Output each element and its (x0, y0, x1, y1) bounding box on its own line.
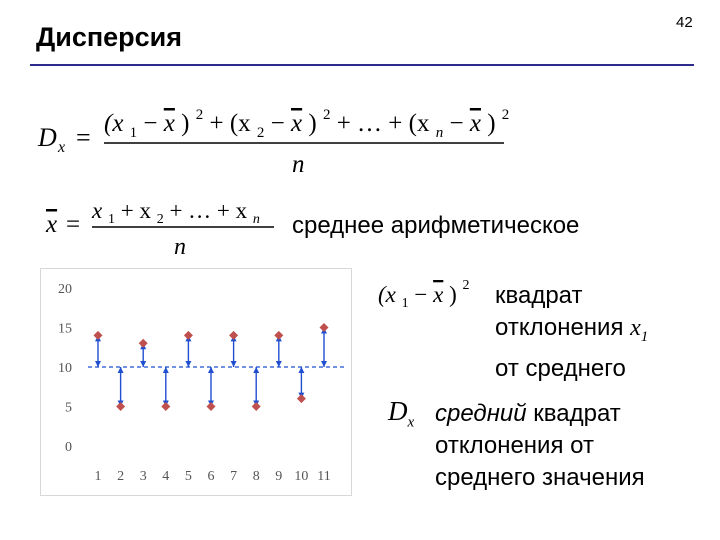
x-tick-label: 8 (252, 469, 260, 484)
deviation-arrowhead (276, 361, 282, 367)
x-tick-label: 10 (294, 469, 309, 484)
dx-caption-line2: отклонения от (435, 432, 594, 459)
mean-eq: = (66, 211, 81, 238)
x-tick-label: 11 (317, 469, 331, 484)
data-point (139, 339, 148, 348)
square-caption (495, 280, 648, 385)
mean-numerator: x $_1$ + x $_2$ + … + x $_n$ (92, 198, 260, 227)
page-number: 42 (676, 14, 693, 31)
deviation-arrowhead (298, 367, 304, 373)
dispersion-lhs: D (38, 123, 57, 152)
deviation-arrowhead (118, 367, 124, 373)
dx-caption-line3: среднего значения (435, 464, 645, 491)
deviation-arrowhead (185, 361, 191, 367)
data-point (252, 402, 261, 411)
square-caption-line3: от среднего (495, 354, 626, 382)
dx-caption (435, 398, 645, 494)
dispersion-numerator: (x $_1$ − x ) $^2$ + (x $_2$ − x ) $^2$ + … + (x $_n$ − x ) $^2$ (104, 107, 510, 141)
mean-denominator: n (174, 234, 186, 260)
deviation-arrowhead (140, 361, 146, 367)
square-term-formula (374, 272, 484, 316)
square-caption-line1: квадрат (495, 282, 583, 309)
data-point (320, 323, 329, 332)
deviation-arrowhead (208, 367, 214, 373)
slide-title: Дисперсия (36, 22, 183, 52)
chart-frame (41, 269, 352, 496)
x-tick-label: 3 (139, 469, 147, 484)
dx-caption-line1: средний квадрат (435, 400, 621, 427)
deviation-chart (40, 268, 352, 496)
data-point (274, 331, 283, 340)
x-tick-label: 7 (230, 469, 238, 484)
x-tick-label: 9 (275, 469, 283, 484)
data-point (184, 331, 193, 340)
mean-formula (42, 194, 282, 264)
data-point (297, 394, 306, 403)
deviation-arrowhead (253, 367, 259, 373)
deviation-arrowhead (321, 361, 327, 367)
data-point (161, 402, 170, 411)
title-rule (30, 64, 694, 66)
dispersion-denominator: n (292, 151, 305, 178)
x-tick-label: 4 (162, 469, 170, 484)
data-point (207, 402, 216, 411)
deviation-arrowhead (231, 361, 237, 367)
x-tick-label: 6 (207, 469, 215, 484)
y-tick-label: 15 (58, 321, 72, 337)
x1-symbol: $x_1$ (630, 315, 649, 345)
deviation-arrowhead (163, 367, 169, 373)
dispersion-lhs-sub: x (58, 139, 66, 156)
deviation-arrowhead (95, 361, 101, 367)
mean-caption: среднее арифметическое (292, 212, 580, 239)
y-tick-label: 5 (65, 400, 72, 416)
y-tick-label: 10 (58, 361, 72, 376)
data-point (94, 331, 103, 340)
x-tick-label: 5 (184, 469, 192, 484)
dispersion-formula (34, 96, 514, 182)
x-tick-label: 1 (94, 469, 102, 484)
dx-symbol: $D_x$ (388, 396, 415, 431)
x-tick-label: 2 (117, 469, 125, 484)
dispersion-eq: = (76, 123, 91, 152)
data-point (116, 402, 125, 411)
y-tick-label: 20 (58, 282, 72, 297)
square-caption-line2: отклонения $x_1$ (495, 314, 649, 345)
mean-lhs: x (46, 211, 58, 238)
data-point (229, 331, 238, 340)
y-tick-label: 0 (65, 440, 72, 455)
svg-text:(x 1 − x ): (x $_1$ − x ) $^2$ (378, 278, 470, 311)
